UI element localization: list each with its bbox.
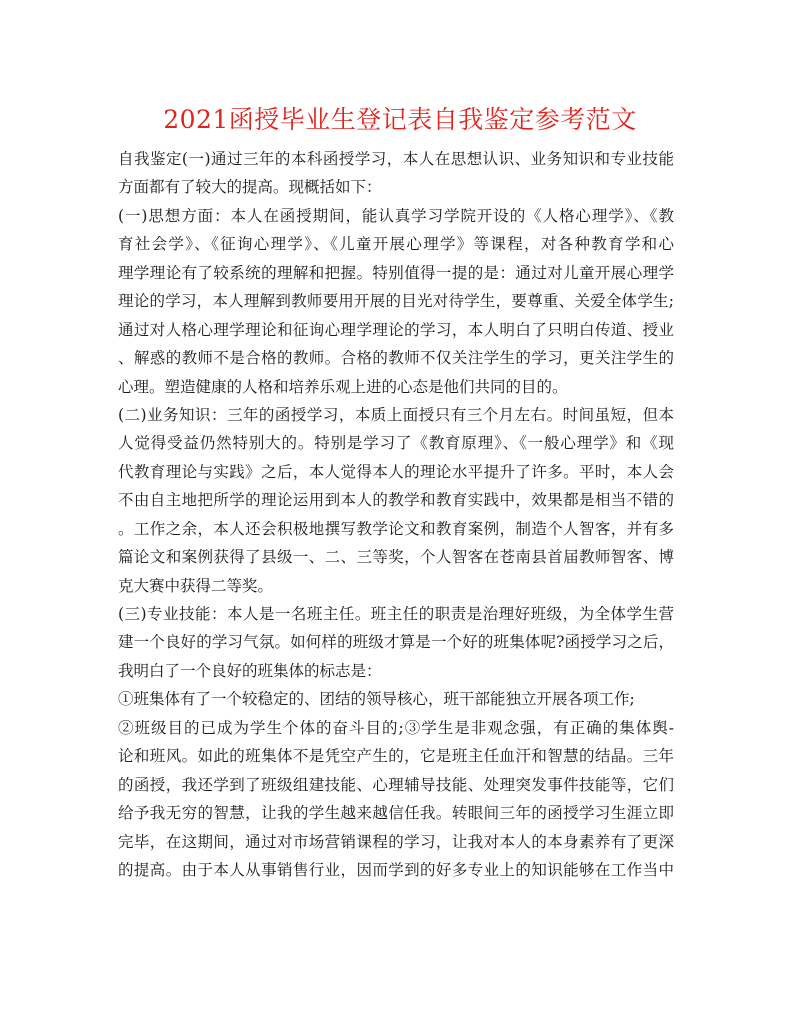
body-line: 不由自主地把所学的理论运用到本人的教学和教育实践中，效果都是相当不错的 xyxy=(118,491,674,510)
body-line: 心理。塑造健康的人格和培养乐观上进的心态是他们共同的目的。 xyxy=(118,377,568,396)
body-line: 我明白了一个良好的班集体的标志是： xyxy=(118,661,382,680)
body-line: 代教育理论与实践》之后，本人觉得本人的理论水平提升了许多。平时，本人会 xyxy=(118,462,674,481)
body-line: 、解惑的教师不是合格的教师。合格的教师不仅关注学生的学习，更关注学生的 xyxy=(118,349,674,368)
body-line: 育社会学》、《征询心理学》、《儿童开展心理学》等课程，对各种教育学和心 xyxy=(118,235,674,254)
body-line: 理论的学习，本人理解到教师要用开展的目光对待学生，要尊重、关爱全体学生; xyxy=(118,292,674,311)
body-line: 篇论文和案例获得了县级一、二、三等奖，个人智客在苍南县首届教师智客、博 xyxy=(118,548,674,567)
body-line: 的提高。由于本人从事销售行业，因而学到的好多专业上的知识能够在工作当中 xyxy=(118,860,674,879)
body-line: ②班级目的已成为学生个体的奋斗目的;③学生是非观念强，有正确的集体舆- xyxy=(118,718,674,737)
body-line: 给予我无穷的智慧，让我的学生越来越信任我。转眼间三年的函授学习生涯立即 xyxy=(118,804,674,823)
body-line: 建一个良好的学习气氛。如何样的班级才算是一个好的班集体呢?函授学习之后， xyxy=(118,633,674,652)
body-line: (三)专业技能：本人是一名班主任。班主任的职责是治理好班级，为全体学生营 xyxy=(118,605,674,623)
body-line: 通过对人格心理学理论和征询心理学理论的学习，本人明白了只明白传道、授业 xyxy=(118,320,674,339)
body-line: 人觉得受益仍然特别大的。特别是学习了《教育原理》、《一般心理学》和《现 xyxy=(118,434,674,453)
body-line: 克大赛中获得二等奖。 xyxy=(118,576,274,595)
body-line: 自我鉴定(一)通过三年的本科函授学习，本人在思想认识、业务知识和专业技能 xyxy=(118,150,674,168)
body-line: (一)思想方面：本人在函授期间，能认真学习学院开设的《人格心理学》、《教 xyxy=(118,206,674,225)
body-line: (二)业务知识：三年的函授学习，本质上面授只有三个月左右。时间虽短，但本 xyxy=(118,405,674,424)
body-line: 方面都有了较大的提高。现概括如下： xyxy=(118,178,382,197)
body-line: 理学理论有了较系统的理解和把握。特别值得一提的是：通过对儿童开展心理学 xyxy=(118,263,674,282)
body-line: ①班集体有了一个较稳定的、团结的领导核心，班干部能独立开展各项工作; xyxy=(118,690,635,709)
body-line: 论和班风。如此的班集体不是凭空产生的，它是班主任血汗和智慧的结晶。三年 xyxy=(118,747,674,766)
body-line: 完毕，在这期间，通过对市场营销课程的学习，让我对本人的本身素养有了更深 xyxy=(118,832,674,851)
body-line: 。工作之余，本人还会积极地撰写教学论文和教育案例，制造个人智客，并有多 xyxy=(118,519,674,538)
body-line: 的函授，我还学到了班级组建技能、心理辅导技能、处理突发事件技能等，它们 xyxy=(118,775,674,794)
document-title: 2021函授毕业生登记表自我鉴定参考范文 xyxy=(163,105,637,134)
document-body xyxy=(118,145,674,884)
